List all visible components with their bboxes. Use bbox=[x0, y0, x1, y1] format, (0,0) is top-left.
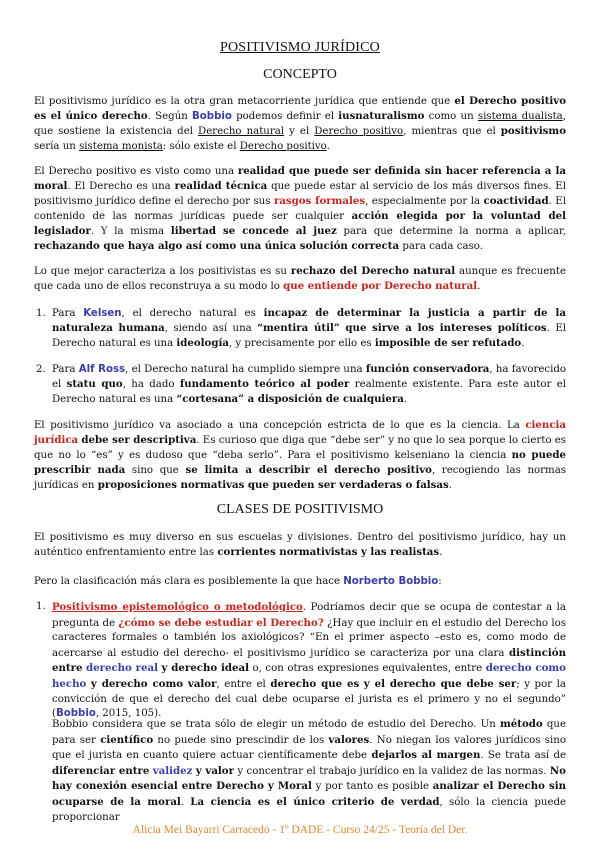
paragraph-science: El positivismo jurídico va asociado a una concepción estricta de lo que es la ciencia. La ciencia jurídica debe ser descriptiva. Es curioso que diga que “debe ser” y no que lo sea porque lo cierto es que no lo “es” y es dudoso que “deba serlo”. Para el positivismo kelseniano la ciencia no puede prescribir nada sino que se limita a describir el derecho positivo, recogiendo las normas jurídicas en proposiciones normativas que pueden ser verdaderas o falsas. bbox=[34, 419, 567, 491]
page-footer: Alicia Mei Bayarri Carracedo - 1º DADE - Curso 24/25 - Teoría del Der. bbox=[132, 824, 468, 836]
author-kelsen: Kelsen bbox=[83, 308, 122, 319]
paragraph-rejection: Lo que mejor caracteriza a los positivistas es su rechazo del Derecho natural aunque es frecuente que cada uno de ellos reconstruya a su modo lo que entiende por Derecho natural. bbox=[34, 265, 566, 292]
list-item-epistemological: 1. Positivismo epistemológico o metodológico. Podríamos decir que se ocupa de contestar a la pregunta de ¿cómo se debe estudiar el Derecho? ¿Hay que incluir en el estudio del Derecho los caracteres formales o también los axiológicos? “En el primer aspecto –esto es, como modo de acercarse al estudio del derecho- el positivismo jurídico se caracteriza por una clara distinción entre derecho real y derecho ideal o, con otras expresiones equivalentes, entre derecho como hecho y derecho como valor, entre el derecho que es y el derecho que debe ser; y por la convicción de que el derecho del cual debe ocuparse el jurista es el primero y no el segundo” (Bobbio, 2015, 105). bbox=[36, 601, 567, 720]
section-heading-clases: CLASES DE POSITIVISMO bbox=[216, 502, 384, 517]
author-norberto-bobbio: Norberto Bobbio bbox=[343, 576, 439, 587]
paragraph-classification: Pero la clasificación más clara es posiblemente la que hace Norberto Bobbio: bbox=[34, 576, 442, 587]
section-heading-concepto: CONCEPTO bbox=[263, 67, 337, 82]
author-ross: Alf Ross bbox=[78, 364, 126, 375]
list-item-ross: 2. Para Alf Ross, el Derecho natural ha cumplido siempre una función conservadora, ha favorecido el statu quo, ha dado fundamento teórico al poder realmente existente. Para este autor el Derecho natural es una “cortesana” a disposición de cualquiera. bbox=[36, 363, 567, 405]
paragraph-diversity: El positivismo es muy diverso en sus escuelas y divisiones. Dentro del positivismo jurídico, hay un auténtico enfrentamiento entre las corrientes normativistas y las realistas. bbox=[34, 532, 566, 558]
list-item-kelsen: 1. Para Kelsen, el derecho natural es incapaz de determinar la justicia a partir de la naturaleza humana, siendo así una “mentira útil” que sirve a los intereses políticos. El Derecho natural es una ideología, y precisamente por ello es imposible de ser refutado. bbox=[36, 307, 567, 349]
author-bobbio: Bobbio bbox=[192, 111, 232, 122]
paragraph-definition: El positivismo jurídico es la otra gran metacorriente jurídica que entiende que el Derecho positivo es el único derecho. Según Bobbio podemos definir el iusnaturalismo como un sistema dualista, que sostiene la existencia del Derecho natural y el Derecho positivo, mientras que el positivismo sería un sistema monista: sólo existe el Derecho positivo. bbox=[34, 95, 566, 152]
paragraph-method: Bobbio considera que se trata sólo de elegir un método de estudio del Derecho. Un método que para ser científico no puede sino prescindir de los valores. No niegan los valores jurídicos sino que el jurista en cuanto quiere actuar científicamente debe dejarlos al margen. Se trata así de diferenciar entre validez y valor y concentrar el trabajo jurídico en la validez de las normas. No hay conexión esencial entre Derecho y Moral y por tanto es posible analizar el Derecho sin ocuparse de la moral. La ciencia es el único criterio de verdad, sólo la ciencia puede proporcionar bbox=[52, 718, 567, 823]
paragraph-positive-law: El Derecho positivo es visto como una realidad que puede ser definida sin hacer referencia a la moral. El Derecho es una realidad técnica que puede estar al servicio de los más diversos fines. El positivismo jurídico define el derecho por sus rasgos formales, especialmente por la coactividad. El contenido de las normas jurídicas puede ser cualquier acción elegida por la voluntad del legislador. Y la misma libertad se concede al juez para que determine la norma a aplicar, rechazando que haya algo así como una única solución correcta para cada caso. bbox=[34, 165, 567, 252]
page-title: POSITIVISMO JURÍDICO bbox=[220, 40, 380, 55]
